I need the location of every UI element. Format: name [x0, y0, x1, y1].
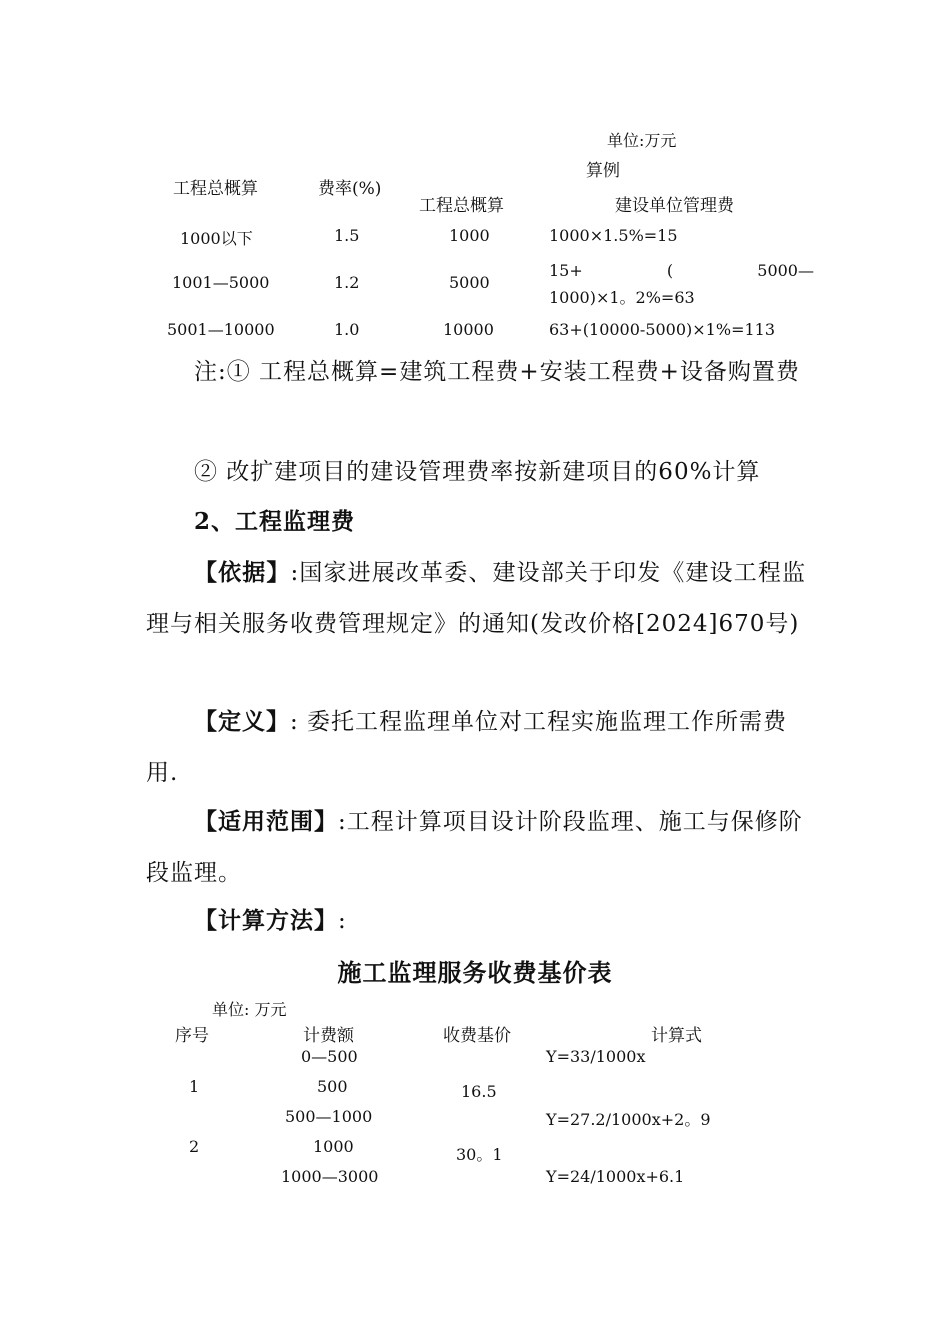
table2-formula-2: Y=27.2/1000x+2。9: [546, 1110, 711, 1129]
definition-text: : 委托工程监理单位对工程实施监理工作所需费用.: [146, 709, 788, 786]
table2-range-2: 500—1000: [285, 1107, 373, 1126]
table1-row2-calc-c: 5000—: [757, 261, 814, 280]
basis-label: 【依据】: [194, 559, 291, 586]
method-text: :: [338, 908, 347, 934]
table2-amount-1: 500: [317, 1077, 348, 1096]
table1-row2-range: 1001—5000: [172, 273, 270, 292]
table2-amount-2: 1000: [313, 1137, 354, 1156]
table1-row2-rate: 1.2: [334, 273, 360, 292]
table2-header-base-price: 收费基价: [443, 1026, 511, 1046]
table2-no-2: 2: [189, 1137, 200, 1156]
table1-row3-rate: 1.0: [334, 320, 360, 339]
table1-row3-range: 5001—10000: [167, 320, 275, 339]
table1-header-rate: 费率(%): [318, 179, 382, 199]
table1-header-example-fee: 建设单位管理费: [615, 196, 734, 216]
table2-header-fee-amount: 计费额: [303, 1026, 354, 1046]
table2-title: 施工监理服务收费基价表: [337, 958, 613, 987]
table1-row2-calc-b: (: [666, 261, 674, 280]
table1-row2-calc-line2: 1000)×1。2%=63: [549, 288, 695, 307]
table1-header-example-total: 工程总概算: [419, 196, 504, 216]
basis-text: :国家进展改革委、建设部关于印发《建设工程监理与相关服务收费管理规定》的通知(发改价格[2024]670号): [146, 560, 807, 637]
table2-header-no: 序号: [175, 1026, 209, 1046]
table2-unit: 单位: 万元: [212, 1000, 287, 1019]
basis-paragraph: [146, 547, 806, 650]
table1-row1-range: 1000以下: [180, 229, 253, 248]
definition-label: 【定义】: [194, 708, 290, 735]
table1-unit: 单位:万元: [607, 131, 677, 150]
table2-price-1: 16.5: [461, 1082, 497, 1101]
scope-text: :工程计算项目设计阶段监理、施工与保修阶段监理。: [146, 809, 803, 886]
table2-range-1: 0—500: [301, 1047, 358, 1066]
table1-row2-calc-line1: [549, 261, 814, 280]
table1-row2-calc-a: 15+: [549, 261, 583, 280]
table2-no-1: 1: [189, 1077, 200, 1096]
table1-row2-total: 5000: [449, 273, 490, 292]
table1-row1-rate: 1.5: [334, 226, 360, 245]
section-heading: 2、工程监理费: [194, 508, 356, 535]
table1-header-total-estimate: 工程总概算: [173, 179, 258, 199]
table2-formula-1: Y=33/1000x: [546, 1047, 646, 1066]
table1-row3-calc: 63+(10000-5000)×1%=113: [549, 320, 776, 339]
table2-formula-3: Y=24/1000x+6.1: [546, 1167, 685, 1186]
table2-header-formula: 计算式: [651, 1026, 702, 1046]
table1-row1-calc: 1000×1.5%=15: [549, 226, 678, 245]
table2-range-3: 1000—3000: [281, 1167, 379, 1186]
table1-row3-total: 10000: [443, 320, 494, 339]
scope-label: 【适用范围】: [194, 808, 338, 835]
note-1: 注:① 工程总概算=建筑工程费+安装工程费+设备购置费: [194, 359, 800, 385]
definition-paragraph: [146, 696, 806, 799]
scope-paragraph: [146, 796, 806, 899]
method-label: 【计算方法】: [194, 907, 338, 934]
method-paragraph: [146, 895, 806, 947]
table1-row1-total: 1000: [449, 226, 490, 245]
note-2: ② 改扩建项目的建设管理费率按新建项目的60%计算: [194, 459, 761, 485]
table1-header-example: 算例: [586, 161, 620, 181]
table2-price-2: 30。1: [456, 1145, 503, 1164]
